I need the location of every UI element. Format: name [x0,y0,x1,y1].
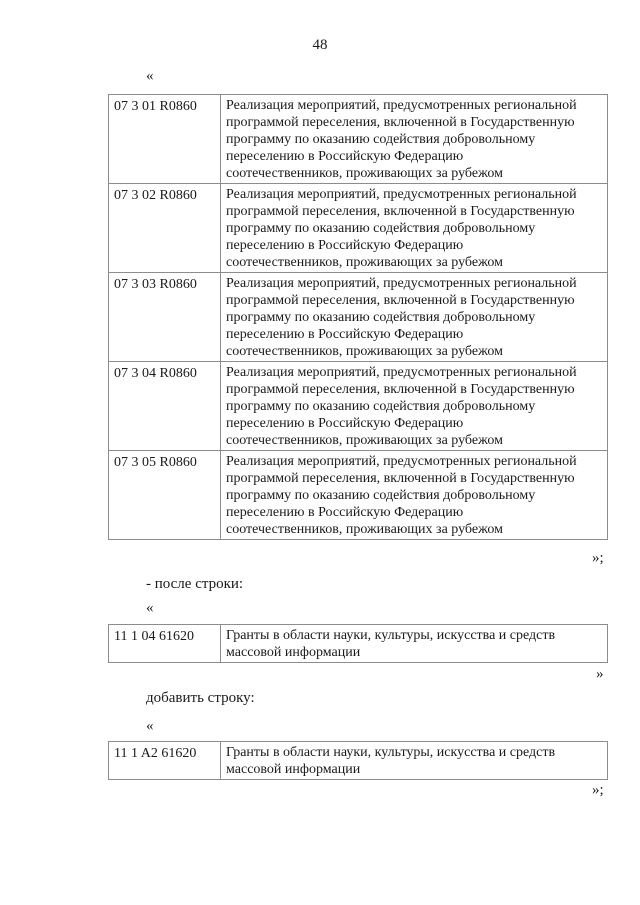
table-row [109,95,608,184]
description-line: Гранты в области науки, культуры, искусства и средств [226,745,556,760]
description-line: Гранты в области науки, культуры, искусства и средств [226,628,556,643]
description-line: переселению в Российскую Федерацию [226,238,464,253]
description-line: переселению в Российскую Федерацию [226,505,464,520]
table-row [109,184,608,273]
description-line: программой переселения, включенной в Государственную [226,204,575,219]
budget-code: 11 1 04 61620 [109,625,221,663]
description-line: переселению в Российскую Федерацию [226,149,464,164]
after-row-instruction: - после строки: [146,576,244,592]
description-line: соотечественников, проживающих за рубежом [226,433,503,448]
table-row [109,362,608,451]
table-row [109,273,608,362]
open-quote-1: « [146,68,154,84]
expense-description [221,625,608,663]
description-line: Реализация мероприятий, предусмотренных региональной [226,187,577,202]
description-line: массовой информации [226,762,361,777]
budget-code: 07 3 02 R0860 [109,184,221,273]
description-line: программу по оказанию содействия добровольному [226,221,536,236]
description-line: программой переселения, включенной в Государственную [226,293,575,308]
budget-code: 07 3 03 R0860 [109,273,221,362]
description-line: программой переселения, включенной в Государственную [226,471,575,486]
description-line: программой переселения, включенной в Государственную [226,115,575,130]
budget-code: 07 3 01 R0860 [109,95,221,184]
main-table [108,94,608,540]
description-line: переселению в Российскую Федерацию [226,327,464,342]
description-line: программу по оказанию содействия добровольному [226,399,536,414]
add-row-instruction: добавить строку: [146,690,255,706]
open-quote-3: « [146,718,154,734]
budget-code: 07 3 04 R0860 [109,362,221,451]
expense-description [221,742,608,780]
description-line: программу по оказанию содействия добровольному [226,132,536,147]
expense-description [221,273,608,362]
description-line: программу по оказанию содействия добровольному [226,310,536,325]
table-row [109,742,608,780]
expense-description [221,95,608,184]
expense-description [221,362,608,451]
add-table [108,741,608,780]
table-row [109,451,608,540]
description-line: программой переселения, включенной в Государственную [226,382,575,397]
open-quote-2: « [146,600,154,616]
description-line: массовой информации [226,645,361,660]
table-row [109,625,608,663]
budget-code: 07 3 05 R0860 [109,451,221,540]
expense-description [221,184,608,273]
close-quote-2: » [596,666,604,682]
description-line: Реализация мероприятий, предусмотренных региональной [226,454,577,469]
description-line: Реализация мероприятий, предусмотренных региональной [226,276,577,291]
description-line: программу по оказанию содействия добровольному [226,488,536,503]
description-line: переселению в Российскую Федерацию [226,416,464,431]
page-number: 48 [312,37,328,53]
after-table [108,624,608,663]
description-line: Реализация мероприятий, предусмотренных региональной [226,365,577,380]
description-line: соотечественников, проживающих за рубежом [226,166,503,181]
budget-code: 11 1 A2 61620 [109,742,221,780]
description-line: соотечественников, проживающих за рубежом [226,522,503,537]
description-line: соотечественников, проживающих за рубежом [226,344,503,359]
close-quote-3: »; [592,782,604,798]
description-line: соотечественников, проживающих за рубежом [226,255,503,270]
close-quote-1: »; [592,550,604,566]
expense-description [221,451,608,540]
description-line: Реализация мероприятий, предусмотренных региональной [226,98,577,113]
